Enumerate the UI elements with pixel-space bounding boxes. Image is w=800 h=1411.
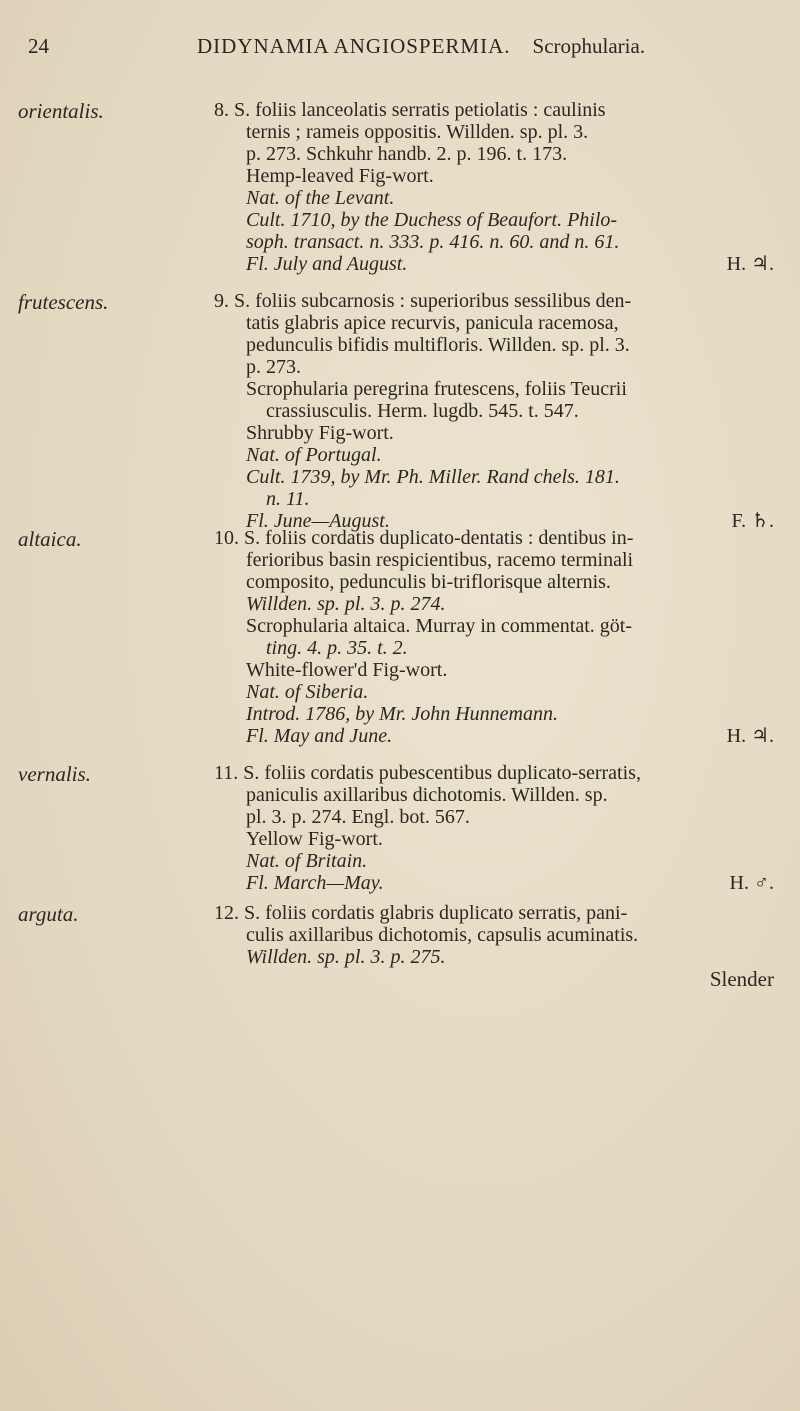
habit-symbol: H. ♂. (729, 872, 774, 894)
entry-line: composito, pedunculis bi-triflorisque alternis. (246, 571, 611, 593)
running-title (197, 34, 645, 59)
entry-line: Introd. 1786, by Mr. John Hunnemann. (246, 703, 559, 725)
entry-line: paniculis axillaribus dichotomis. Willden. sp. (246, 784, 608, 806)
habit-symbol: H. ♃. (726, 725, 774, 747)
entry-line: Cult. 1739, by Mr. Ph. Miller. Rand chels. 181. (246, 466, 620, 488)
species-side-label: orientalis. (18, 99, 104, 123)
entry-line: Nat. of Siberia. (246, 681, 369, 703)
species-side-label: arguta. (18, 902, 79, 926)
entry-line: Nat. of Britain. (246, 850, 368, 872)
entry-line: ferioribus basin respicientibus, racemo terminali (246, 549, 634, 571)
species-side-label: frutescens. (18, 290, 109, 314)
entry-line: Nat. of the Levant. (246, 187, 395, 209)
entry-body (214, 290, 774, 532)
entry-line: p. 273. Schkuhr handb. 2. p. 196. t. 173. (246, 143, 568, 165)
species-side-label: altaica. (18, 527, 82, 551)
entry-line: pl. 3. p. 274. Engl. bot. 567. (246, 806, 470, 828)
entry-body (214, 99, 774, 275)
entry-line: 8. S. foliis lanceolatis serratis petiolatis : caulinis (214, 99, 606, 121)
entry-line: ternis ; rameis oppositis. Willden. sp. pl. 3. (246, 121, 589, 143)
entry-line: 10. S. foliis cordatis duplicato-dentatis : dentibus in- (214, 527, 634, 549)
flowering-time: Fl. July and August. (246, 253, 408, 275)
entry-line: crassiusculis. Herm. lugdb. 545. t. 547. (266, 400, 579, 422)
entry-line: Hemp-leaved Fig-wort. (246, 165, 434, 187)
entry-line: soph. transact. n. 333. p. 416. n. 60. and n. 61. (246, 231, 620, 253)
flowering-row (246, 872, 774, 894)
page-number: 24 (28, 34, 49, 58)
entry-body (214, 762, 774, 894)
entry-line: Scrophularia peregrina frutescens, foliis Teucrii (246, 378, 627, 400)
entry-line: 9. S. foliis subcarnosis : superioribus sessilibus den- (214, 290, 632, 312)
flowering-time: Fl. May and June. (246, 725, 393, 747)
entry-line: Shrubby Fig-wort. (246, 422, 394, 444)
entry-line: Yellow Fig-wort. (246, 828, 383, 850)
running-title-left: DIDYNAMIA ANGIOSPERMIA. (197, 34, 511, 58)
flowering-time: Fl. March—May. (246, 872, 384, 894)
entry-line: p. 273. (246, 356, 301, 378)
entry-line: Cult. 1710, by the Duchess of Beaufort. Philo- (246, 209, 618, 231)
catchword: Slender (709, 967, 774, 991)
entry-line: Scrophularia altaica. Murray in commentat. göt- (246, 615, 632, 637)
entry-line: pedunculis bifidis multifloris. Willden. sp. pl. 3. (246, 334, 630, 356)
page-header (0, 34, 800, 64)
entry-line: n. 11. (266, 488, 310, 510)
flowering-time: Fl. June—August. (246, 510, 390, 532)
entry-line: White-flower'd Fig-wort. (246, 659, 448, 681)
species-side-label: vernalis. (18, 762, 91, 786)
entry-line: culis axillaribus dichotomis, capsulis acuminatis. (246, 924, 639, 946)
entry-line: Willden. sp. pl. 3. p. 275. (246, 946, 446, 968)
flowering-row (246, 725, 774, 747)
entry-line: Willden. sp. pl. 3. p. 274. (246, 593, 446, 615)
habit-symbol: H. ♃. (726, 253, 774, 275)
entry-body (214, 902, 774, 990)
entry-line: ting. 4. p. 35. t. 2. (266, 637, 408, 659)
entry-body (214, 527, 774, 747)
flowering-row (246, 253, 774, 275)
running-title-right: Scrophularia. (532, 34, 646, 58)
entry-line: 11. S. foliis cordatis pubescentibus duplicato-serratis, (214, 762, 641, 784)
entry-line: 12. S. foliis cordatis glabris duplicato serratis, pani- (214, 902, 628, 924)
habit-symbol: F. ♄. (731, 510, 774, 532)
entry-line: tatis glabris apice recurvis, panicula racemosa, (246, 312, 619, 334)
entry-line: Nat. of Portugal. (246, 444, 382, 466)
